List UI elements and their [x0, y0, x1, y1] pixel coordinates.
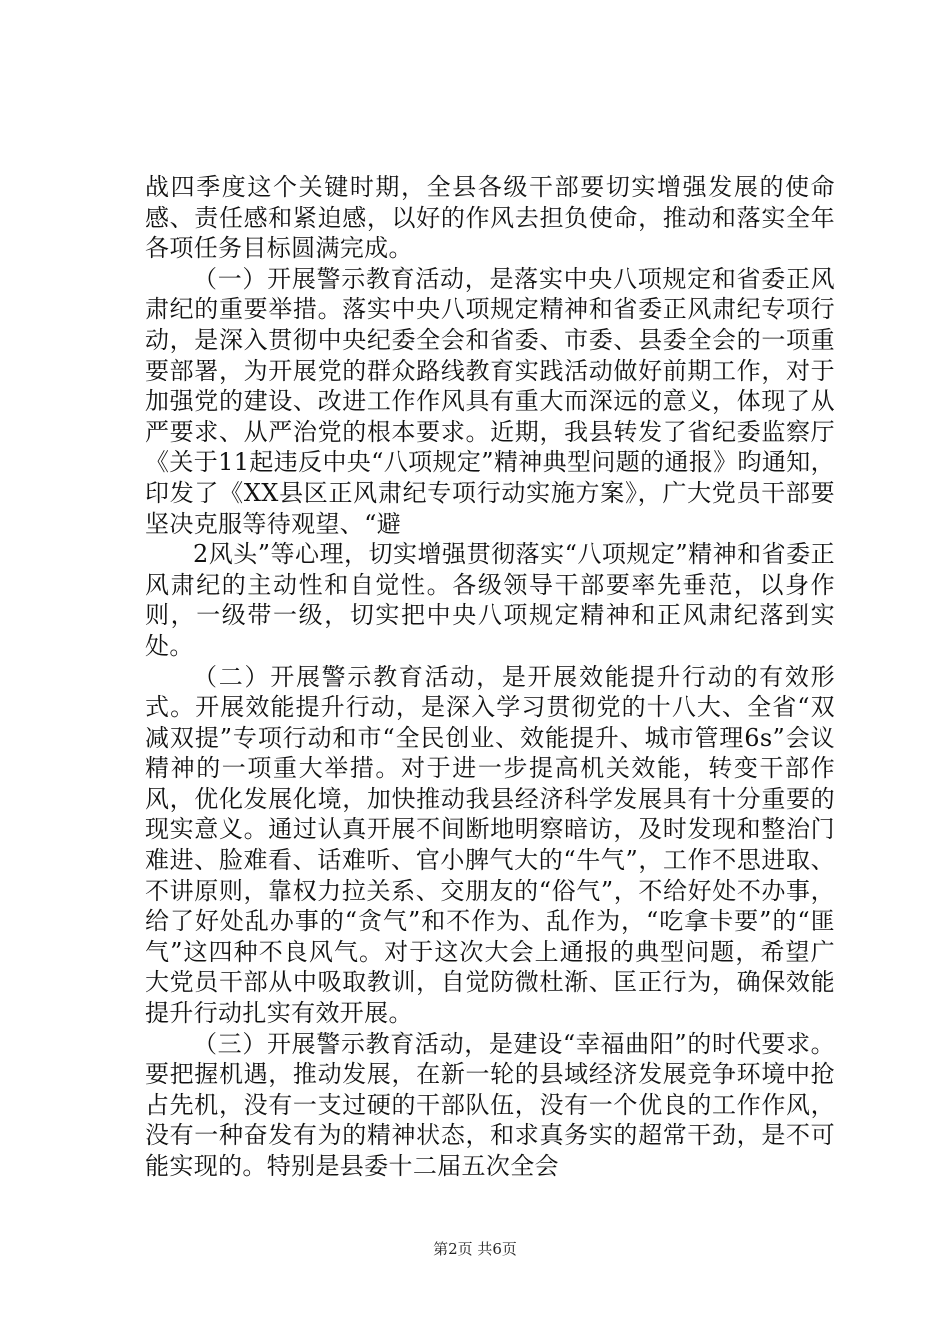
paragraph-section-one: （一）开展警示教育活动，是落实中央八项规定和省委正风肃纪的重要举措。落实中央八项规定精神和省委正风肃纪专项行动，是深入贯彻中央纪委全会和省委、市委、县委全会的一项重要部署，为开展党的群众路线教育实践活动做好前期工作，对于加强党的建设、改进工作作风具有重大而深远的意义，体现了从严要求、从严治党的根本要求。近期，我县转发了省纪委监察厅《关于11起违反中央“八项规定”精神典型问题的通报》昀通知，印发了《XX县区正风肃纪专项行动实施方案》，广大党员干部要坚决克服等待观望、“避: [145, 264, 835, 538]
paragraph-continuation: 战四季度这个关键时期，全县各级干部要切实增强发展的使命感、责任感和紧迫感，以好的作风去担负使命，推动和落实全年各项任务目标圆满完成。: [145, 173, 835, 263]
paragraph-section-three: （三）开展警示教育活动，是建设“幸福曲阳”的时代要求。要把握机遇，推动发展，在新一轮的县域经济发展竞争环境中抢占先机，没有一支过硬的干部队伍，没有一个优良的工作作风，没有一种奋发有为的精神状态，和求真务实的超常干劲，是不可能实现的。特别是县委十二届五次全会: [145, 1029, 835, 1180]
paragraph-section-one-continued: 2风头”等心理，切实增强贯彻落实“八项规定”精神和省委正风肃纪的主动性和自觉性。各级领导干部要率先垂范，以身作则，一级带一级，切实把中央八项规定精神和正风肃纪落到实处。: [145, 540, 835, 660]
paragraph-section-two: （二）开展警示教育活动，是开展效能提升行动的有效形式。开展效能提升行动，是深入学习贯彻党的十八大、全省“双减双提”专项行动和市“全民创业、效能提升、城市管理6s”会议精神的一项重大举措。对于进一步提高机关效能，转变干部作风，优化发展化境，加快推动我县经济科学发展具有十分重要的现实意义。通过认真开展不间断地明察暗访，及时发现和整治门难进、脸难看、话难听、官小脾气大的“牛气”，工作不思进取、不讲原则，靠权力拉关系、交朋友的“俗气”，不给好处不办事，给了好处乱办事的“贪气”和不作为、乱作为，“吃拿卡要”的“匪气”这四种不良风气。对于这次大会上通报的典型问题，希望广大党员干部从中吸取教训，自觉防微杜渐、匡正行为，确保效能提升行动扎实有效开展。: [145, 662, 835, 1028]
body-text: [145, 172, 835, 1182]
page-footer: 第2页 共6页: [433, 1240, 517, 1258]
